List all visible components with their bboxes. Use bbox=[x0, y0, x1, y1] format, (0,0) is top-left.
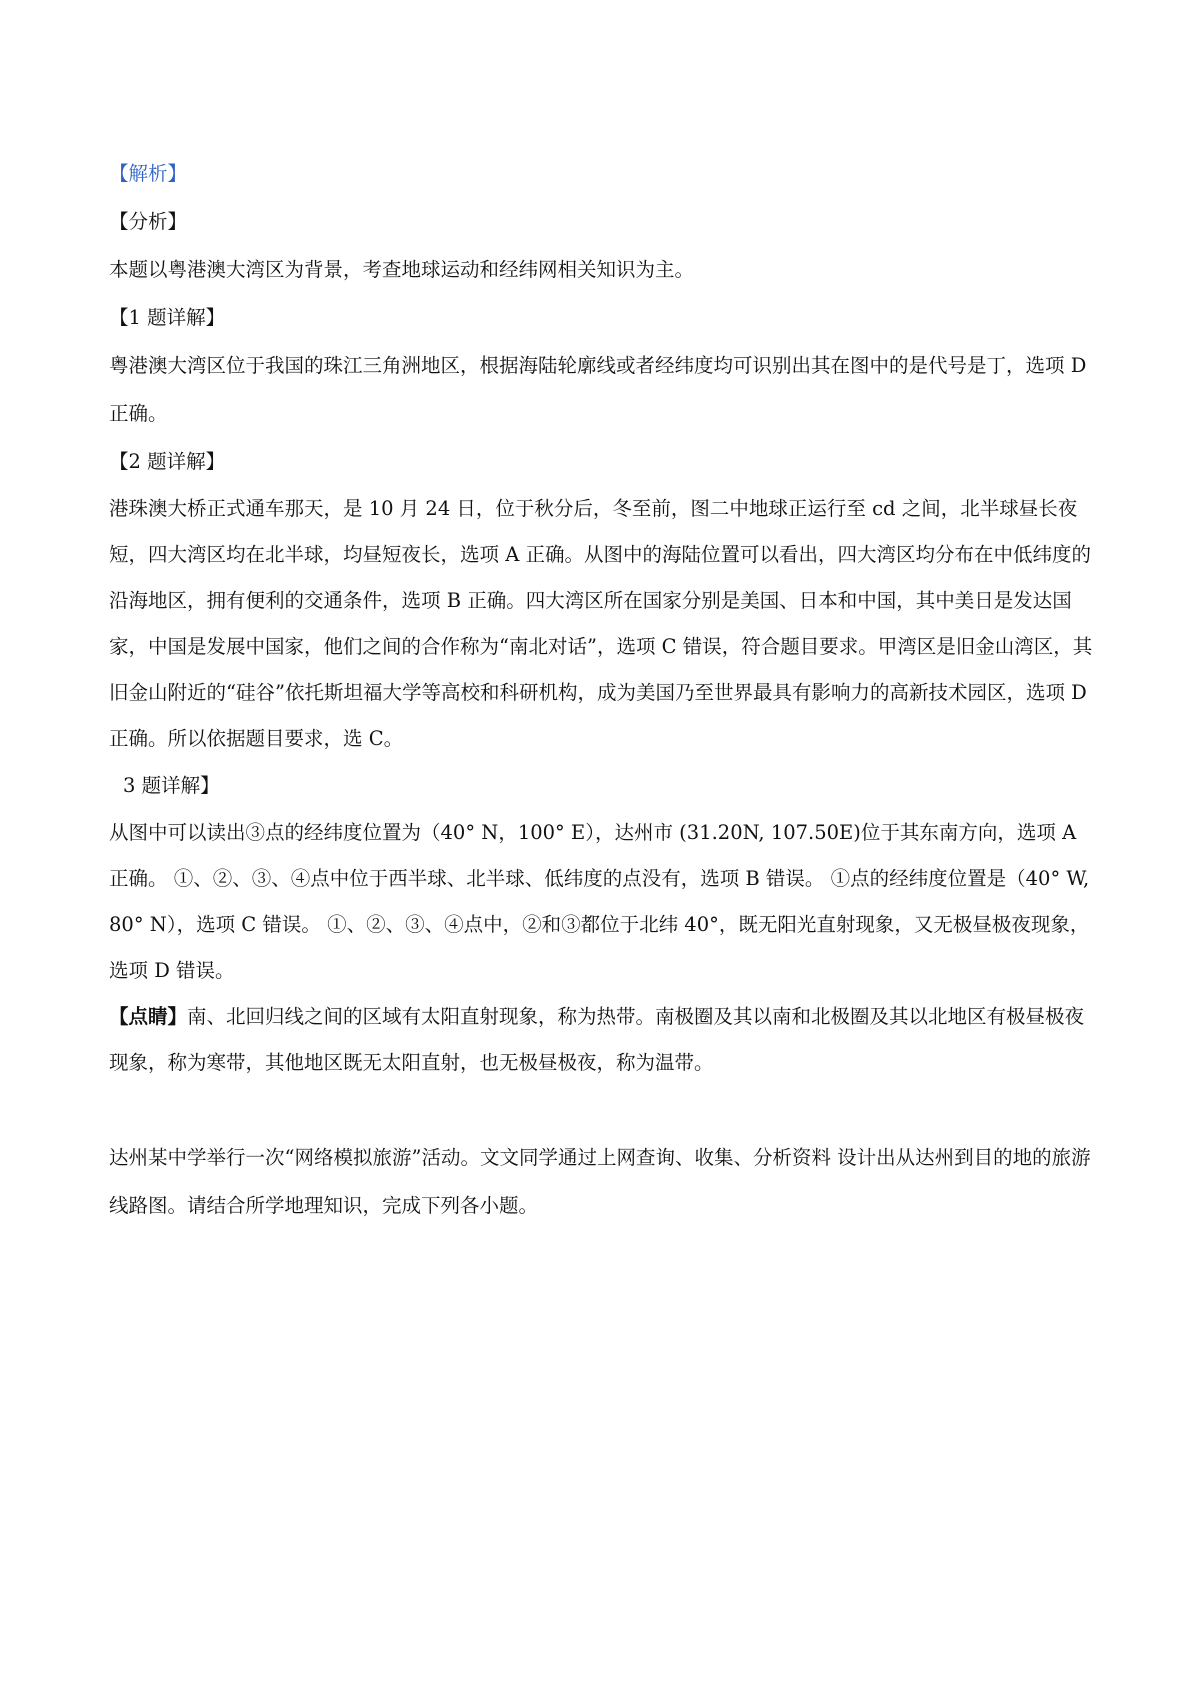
fenxi-heading: 【分析】 bbox=[109, 210, 188, 233]
next-question-text: 达州某中学举行一次“网络模拟旅游”活动。文文同学通过上网查询、收集、分析资料 设计出从达州到目的地的旅游线路图。请结合所学地理知识，完成下列各小题。 bbox=[109, 1146, 1091, 1217]
q2-text: 港珠澳大桥正式通车那天，是 10 月 24 日，位于秋分后，冬至前，图二中地球正运行至 cd 之间，北半球昼长夜短，四大湾区均在北半球，均昼短夜长，选项 A 正确。从图中的海陆位置可以看出，四大湾区均分布在中低纬度的沿海地区，拥有便利的交通条件，选项 B 正确。四大湾区所在国家分别是美国、日本和中国，其中美日是发达国家，中国是发展中国家，他们之间的合作称为“南北对话”，选项 C 错误，符合题目要求。甲湾区是旧金山湾区，其旧金山附近的“硅谷”依托斯坦福大学等高校和科研机构，成为美国乃至世界最具有影响力的高新技术园区，选项 D 正确。所以依据题目要求，选 C。 bbox=[109, 497, 1093, 750]
tip-text: 南、北回归线之间的区域有太阳直射现象，称为热带。南极圈及其以南和北极圈及其以北地区有极昼极夜现象，称为寒带，其他地区既无太阳直射，也无极昼极夜，称为温带。 bbox=[109, 1005, 1085, 1074]
q1-text: 粤港澳大湾区位于我国的珠江三角洲地区，根据海陆轮廓线或者经纬度均可识别出其在图中的是代号是丁，选项 D 正确。 bbox=[109, 354, 1087, 425]
q2-heading: 【2 题详解】 bbox=[109, 450, 226, 473]
tip-label: 【点睛】 bbox=[109, 1005, 188, 1028]
fenxi-text: 本题以粤港澳大湾区为背景，考查地球运动和经纬网相关知识为主。 bbox=[109, 258, 695, 281]
document-page bbox=[109, 150, 1099, 1230]
q3-heading: 3 题详解】 bbox=[123, 774, 220, 797]
section-spacer bbox=[109, 1086, 1099, 1134]
tip-paragraph bbox=[109, 994, 1099, 1086]
q3-text: 从图中可以读出③点的经纬度位置为（40° N，100° E），达州市 (31.20N, 107.50E)位于其东南方向，选项 A 正确。 ①、②、③、④点中位于西半球、北半球、低纬度的点没有，选项 B 错误。 ①点的经纬度位置是（40° W, 80° N），选项 C 错误。 ①、②、③、④点中，②和③都位于北纬 40°，既无阳光直射现象，又无极昼极夜现象，选项 D 错误。 bbox=[109, 821, 1090, 982]
analysis-title: 【解析】 bbox=[109, 162, 188, 185]
q1-heading: 【1 题详解】 bbox=[109, 306, 226, 329]
